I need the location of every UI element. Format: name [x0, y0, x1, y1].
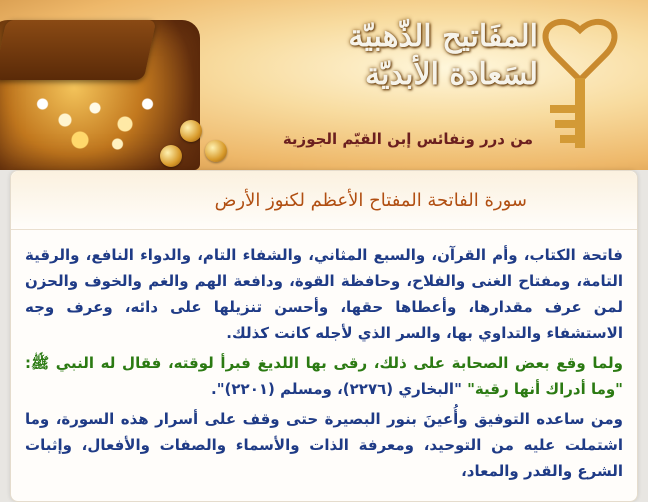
article-card: [10, 170, 638, 502]
header-banner: [0, 0, 648, 170]
gold-coin-icon: [180, 120, 202, 142]
banner-title-line2: لسَعادة الأبديّة: [364, 57, 538, 92]
article-body: [11, 230, 637, 484]
banner-title-line1: المفَاتيح الذّهبيّة: [348, 19, 538, 54]
article-paragraph-1: فاتحة الكتاب، وأم القرآن، والسبع المثاني، والشفاء التام، والدواء النافع، والرقية التامة، ومفتاح الغنى والفلاح، وحافظة القوة، ودافعة الهم والغم والخوف والحزن لمن عرف مقدارها، وأعطاها حقها، وأحسن تنزيلها على دائه، وعرف وجه الاستشفاء والتداوي بها، والسر الذي لأجله كانت كذلك.: [25, 246, 623, 342]
article-title: سورة الفاتحة المفتاح الأعظم لكنوز الأرض: [214, 189, 527, 211]
banner-subtitle: من درر ونفائس إبن القيّم الجوزية: [282, 130, 533, 148]
article-paragraph-2: [25, 350, 623, 402]
banner-title: [238, 18, 538, 94]
paragraph-2-intro: ولما وقع بعض الصحابة على ذلك، رقى بها اللديغ فبرأ لوقته، فقال له النبي ﷺ:: [25, 354, 623, 372]
gold-coin-icon: [160, 145, 182, 167]
hadith-source: "البخاري (٢٢٧٦)، ومسلم (٢٢٠١)".: [211, 380, 468, 398]
article-paragraph-3: ومن ساعده التوفيق وأُعينَ بنور البصيرة حتى وقف على أسرار هذه السورة، وما اشتملت عليه من التوحيد، ومعرفة الذات والأسماء والصفات والأفعال، وإثبات الشرع والقدر والمعاد،: [25, 410, 623, 480]
hadith-quote: "وما أدراك أنها رقية": [467, 380, 623, 398]
golden-key-icon: [520, 10, 640, 160]
chest-lid: [0, 20, 156, 80]
pearls-decoration: [20, 80, 170, 160]
article-header: [11, 171, 637, 230]
